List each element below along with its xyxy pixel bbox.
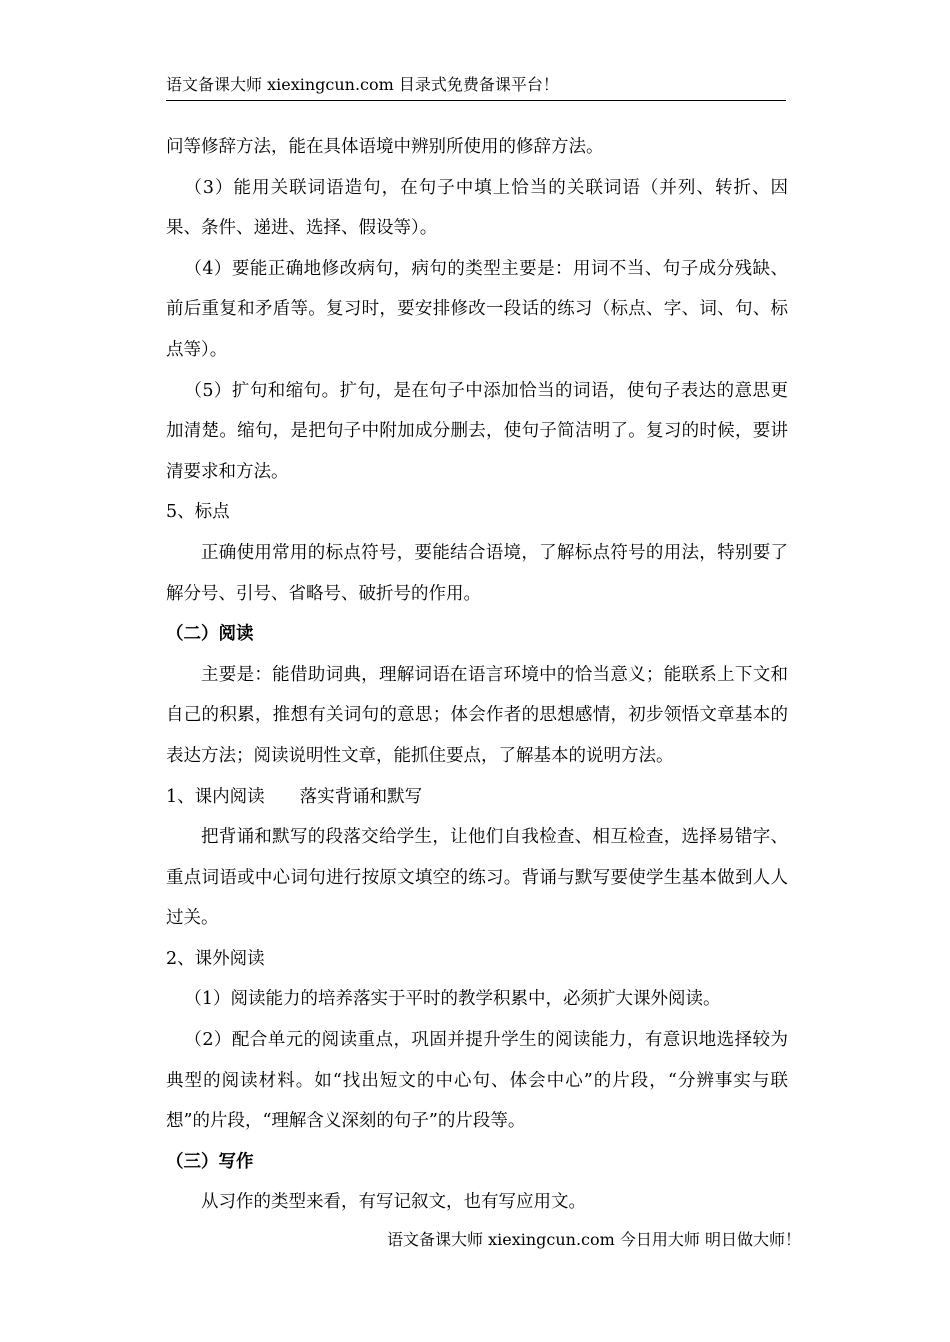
paragraph-writing-types: 从习作的类型来看，有写记叙文，也有写应用文。 xyxy=(201,1192,586,1213)
paragraph-punctuation: 正确使用常用的标点符号，要能结合语境，了解标点符号的用法，特别要了解分号、引号、省略号、破折号的作用。 xyxy=(166,542,788,604)
section-heading-writing: （三）写作 xyxy=(166,1151,254,1172)
heading-extracurricular-reading: 2、课外阅读 xyxy=(166,948,265,969)
header-text: 语文备课大师 xiexingcun.com 目录式免费备课平台！ xyxy=(166,75,559,94)
paragraph-reading-ability: （1）阅读能力的培养落实于平时的教学积累中，必须扩大课外阅读。 xyxy=(184,989,721,1010)
paragraph-sentence-correction: （4）要能正确地修改病句，病句的类型主要是：用词不当、句子成分残缺、前后重复和矛盾等。复习时，要安排修改一段话的练习（标点、字、词、句、标点等）。 xyxy=(166,258,788,360)
footer-text: 语文备课大师 xiexingcun.com 今日用大师 明日做大师！ xyxy=(387,1230,801,1249)
page-footer xyxy=(387,1229,801,1251)
paragraph-conjunctions: （3）能用关联词语造句，在句子中填上恰当的关联词语（并列、转折、因果、条件、递进、选择、假设等）。 xyxy=(166,177,788,239)
paragraph-reading-materials: （2）配合单元的阅读重点，巩固并提升学生的阅读能力，有意识地选择较为典型的阅读材料。如“找出短文的中心句、体会中心”的片段，“分辨事实与联想”的片段，“理解含义深刻的句子”的片段等。 xyxy=(166,1030,788,1132)
document-body xyxy=(166,127,788,1223)
page-header xyxy=(166,74,786,101)
paragraph-reading-overview: 主要是：能借助词典，理解词语在语言环境中的恰当意义；能联系上下文和自己的积累，推想有关词句的意思；体会作者的思想感情，初步领悟文章基本的表达方法；阅读说明性文章，能抓住要点，了解基本的说明方法。 xyxy=(166,664,788,766)
paragraph-recitation: 把背诵和默写的段落交给学生，让他们自我检查、相互检查，选择易错字、重点词语或中心词句进行按原文填空的练习。背诵与默写要使学生基本做到人人过关。 xyxy=(166,827,788,929)
heading-in-class-reading: 1、课内阅读 落实背诵和默写 xyxy=(166,786,423,807)
paragraph-expand-condense: （5）扩句和缩句。扩句，是在句子中添加恰当的词语，使句子表达的意思更加清楚。缩句，是把句子中附加成分删去，使句子简洁明了。复习的时候，要讲清要求和方法。 xyxy=(166,380,788,482)
paragraph-rhetoric-continued: 问等修辞方法，能在具体语境中辨别所使用的修辞方法。 xyxy=(166,137,604,157)
section-heading-reading: （二）阅读 xyxy=(166,624,254,645)
heading-punctuation: 5、标点 xyxy=(166,502,230,523)
